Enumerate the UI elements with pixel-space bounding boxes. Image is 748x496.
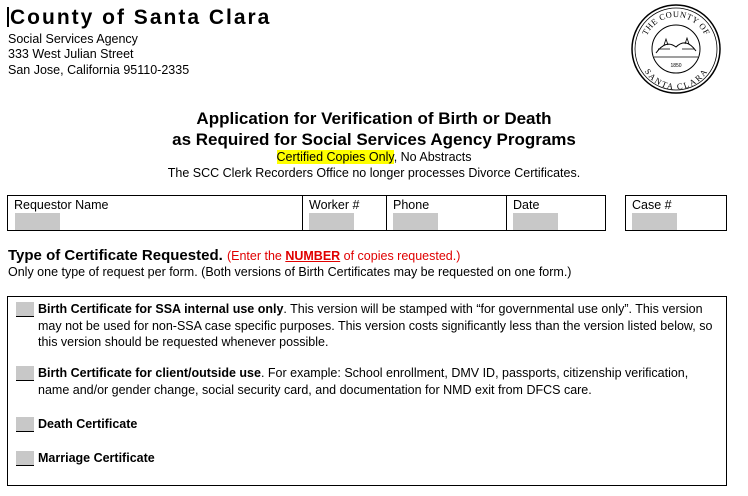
date-label: Date: [513, 198, 540, 212]
one-type-note: Only one type of request per form. (Both versions of Birth Certificates may be requested on one form.): [8, 265, 572, 279]
certificate-type-heading: Type of Certificate Requested. (Enter the NUMBER of copies requested.): [8, 247, 461, 264]
birth-client-copies-field[interactable]: [16, 366, 34, 381]
county-seal: [630, 3, 722, 95]
address-line-1: Social Services Agency: [8, 32, 138, 46]
address-line-3: San Jose, California 95110-2335: [8, 63, 190, 77]
certified-copies-note: Certified Copies Only, No Abstracts: [276, 150, 472, 164]
phone-label: Phone: [393, 198, 430, 212]
date-field[interactable]: [513, 213, 558, 230]
option-birth-ssa: Birth Certificate for SSA internal use only. This version will be stamped with “for governmental use only”. This version may not be used for non-SSA case specific purposes. This version costs significantly less than the version listed below, so this version should be requested whenever possible.: [16, 301, 720, 351]
option-death: Death Certificate: [16, 416, 720, 433]
seal-text-top: THE COUNTY OF: [639, 8, 713, 37]
seal-year: 1850: [670, 63, 682, 69]
requestor-table: [7, 195, 606, 231]
county-name: County of Santa Clara: [7, 6, 271, 30]
requestor-name-field[interactable]: [15, 213, 60, 230]
text-cursor: [7, 7, 9, 27]
requestor-name-label: Requestor Name: [14, 198, 109, 212]
copies-instruction: (Enter the NUMBER of copies requested.): [226, 249, 461, 263]
date-cell: [506, 196, 605, 230]
phone-field[interactable]: [393, 213, 438, 230]
case-number-label: Case #: [632, 198, 672, 212]
birth-ssa-copies-field[interactable]: [16, 302, 34, 317]
address-line-2: 333 West Julian Street: [8, 47, 134, 61]
case-number-field[interactable]: [632, 213, 677, 230]
worker-number-field[interactable]: [309, 213, 354, 230]
form-title-line1: Application for Verification of Birth or Death: [196, 109, 552, 128]
divorce-note: The SCC Clerk Recorders Office no longer processes Divorce Certificates.: [167, 166, 581, 180]
requestor-name-cell: [8, 196, 302, 230]
svg-text:SANTA CLARA: [643, 66, 710, 91]
worker-cell: [302, 196, 386, 230]
certified-highlight: Certified Copies Only: [276, 150, 394, 164]
case-number-box: [625, 195, 727, 231]
form-title-line2: as Required for Social Services Agency Programs: [172, 130, 576, 149]
certificate-options-box: [7, 296, 727, 486]
worker-number-label: Worker #: [309, 198, 360, 212]
phone-cell: [386, 196, 506, 230]
option-marriage: Marriage Certificate: [16, 450, 720, 467]
option-birth-client: Birth Certificate for client/outside use. For example: School enrollment, DMV ID, passports, citizenship verification, name and/or gender change, social security card, and documentation for NMD exit from DFCS care.: [16, 365, 720, 398]
death-copies-field[interactable]: [16, 417, 34, 432]
seal-text-bottom: SANTA CLARA: [642, 66, 710, 92]
marriage-copies-field[interactable]: [16, 451, 34, 466]
